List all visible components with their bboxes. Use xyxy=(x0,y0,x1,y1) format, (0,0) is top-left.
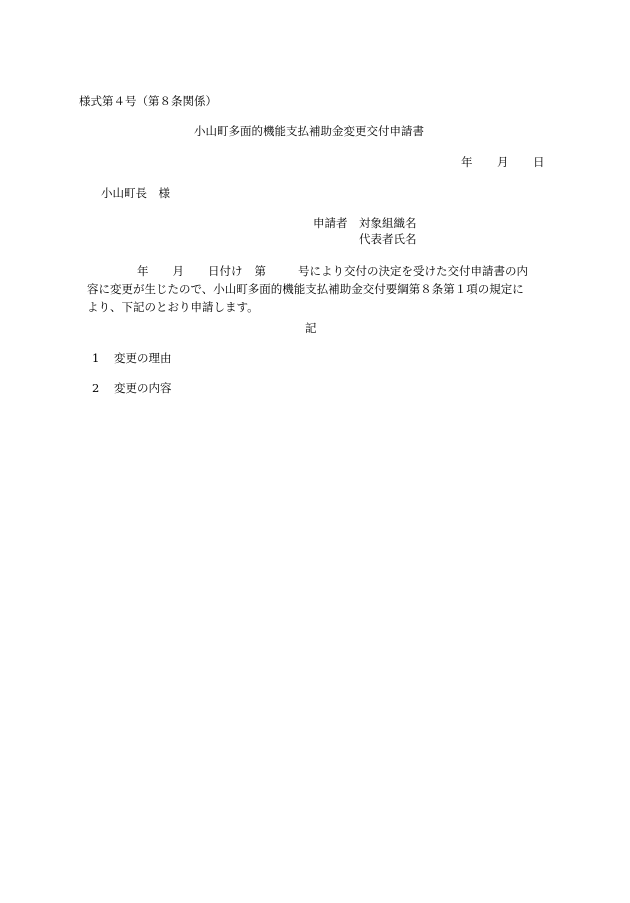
body-line-1 xyxy=(79,262,549,280)
body-month: 月 xyxy=(172,264,184,278)
applicant-block xyxy=(313,218,417,250)
date-year-label: 年 xyxy=(461,155,473,169)
date-line xyxy=(461,157,545,169)
body-line-3: より、下記のとおり申請します。 xyxy=(87,300,259,314)
item-label: 変更の内容 xyxy=(114,381,172,395)
applicant-org-label: 対象組織名 xyxy=(359,216,417,230)
applicant-rep-label: 代表者氏名 xyxy=(359,232,417,246)
body-year: 年 xyxy=(137,264,149,278)
ki-heading: 記 xyxy=(305,321,317,335)
date-day-label: 日 xyxy=(533,155,545,169)
item-number: 2 xyxy=(92,381,100,395)
applicant-rep-row xyxy=(313,234,417,250)
body-date-suffix: 日付け xyxy=(208,264,243,278)
item-number: 1 xyxy=(92,351,100,365)
date-month-label: 月 xyxy=(497,155,509,169)
body-paragraph xyxy=(79,262,549,316)
item-change-content xyxy=(92,383,172,395)
applicant-label: 申請者 xyxy=(313,216,348,230)
document-title: 小山町多面的機能支払補助金変更交付申請書 xyxy=(194,124,424,138)
form-number: 様式第４号（第８条関係） xyxy=(79,94,217,108)
item-change-reason xyxy=(92,353,172,365)
body-line-1-rest: 号により交付の決定を受けた交付申請書の内 xyxy=(298,264,528,278)
item-label: 変更の理由 xyxy=(114,351,172,365)
addressee: 小山町長 様 xyxy=(101,186,170,200)
body-line-2: 容に変更が生じたので、小山町多面的機能支払補助金交付要綱第８条第１項の規定に xyxy=(87,282,524,296)
body-number-prefix: 第 xyxy=(254,264,266,278)
